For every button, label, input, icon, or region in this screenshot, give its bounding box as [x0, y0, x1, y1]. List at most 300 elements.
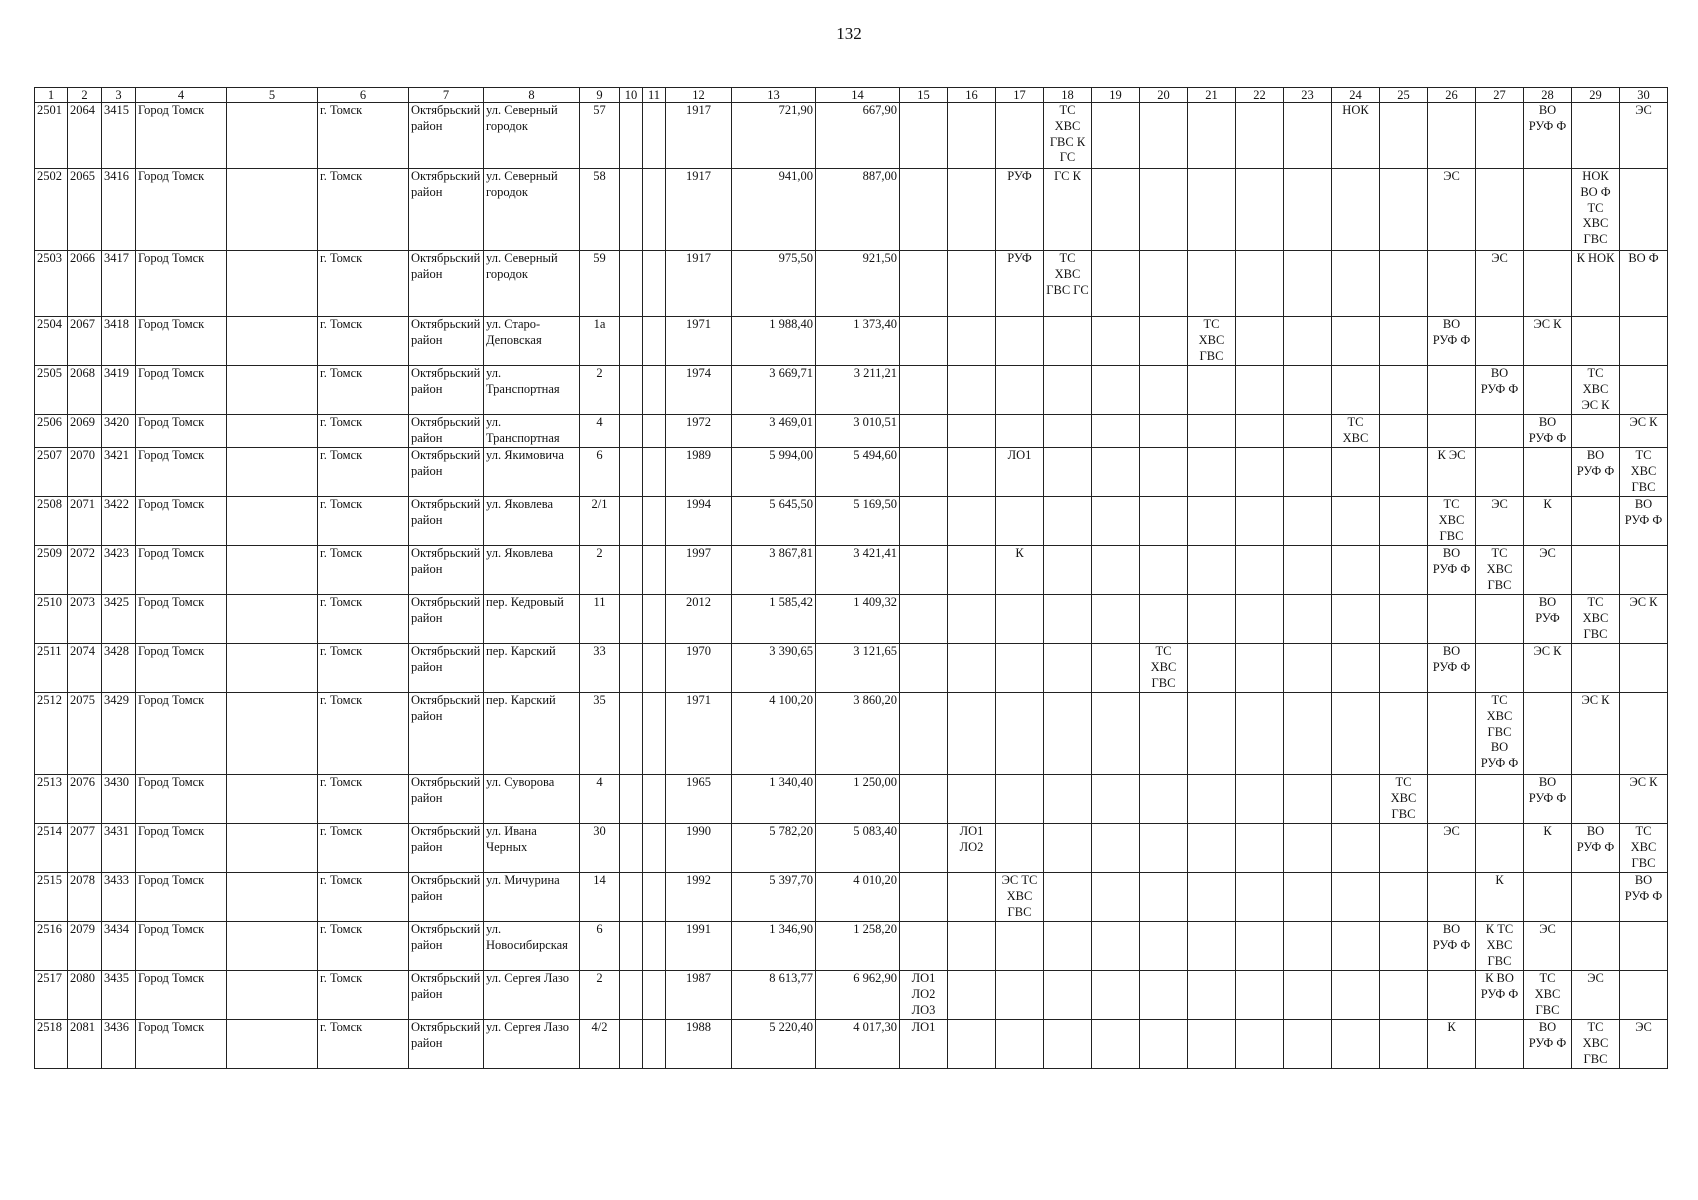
table-cell: [1476, 824, 1524, 873]
table-cell: [227, 103, 318, 169]
table-cell: ЭС: [1524, 546, 1572, 595]
table-cell: [1380, 824, 1428, 873]
table-row: [35, 873, 1668, 922]
table-cell: 3 860,20: [816, 693, 900, 775]
table-row: [35, 497, 1668, 546]
table-cell: [996, 366, 1044, 415]
table-cell: ЭС: [1620, 103, 1668, 169]
table-cell: Октябрьский район: [409, 971, 484, 1020]
table-cell: [1044, 1020, 1092, 1069]
table-cell: [1284, 775, 1332, 824]
table-cell: 1917: [666, 103, 732, 169]
table-cell: 2513: [35, 775, 68, 824]
table-cell: Октябрьский район: [409, 415, 484, 448]
table-cell: г. Томск: [318, 169, 409, 251]
table-row: [35, 169, 1668, 251]
table-cell: ВО РУФ: [1524, 595, 1572, 644]
table-cell: [1380, 169, 1428, 251]
table-cell: [1380, 595, 1428, 644]
table-cell: Октябрьский район: [409, 644, 484, 693]
table-cell: [1092, 169, 1140, 251]
table-cell: [1524, 366, 1572, 415]
table-cell: 1994: [666, 497, 732, 546]
table-cell: ВО РУФ Ф: [1572, 448, 1620, 497]
column-header: 30: [1620, 88, 1668, 103]
table-cell: [643, 693, 666, 775]
table-cell: г. Томск: [318, 415, 409, 448]
table-cell: [643, 366, 666, 415]
table-cell: Город Томск: [136, 595, 227, 644]
table-cell: [227, 317, 318, 366]
table-cell: Октябрьский район: [409, 317, 484, 366]
table-cell: [620, 971, 643, 1020]
column-header: 10: [620, 88, 643, 103]
table-row: [35, 1020, 1668, 1069]
table-cell: [1428, 693, 1476, 775]
table-cell: [227, 546, 318, 595]
table-cell: ЭС К: [1620, 595, 1668, 644]
table-cell: [1380, 693, 1428, 775]
table-cell: [1092, 644, 1140, 693]
table-cell: 3430: [102, 775, 136, 824]
table-cell: 1 340,40: [732, 775, 816, 824]
table-cell: Октябрьский район: [409, 824, 484, 873]
table-cell: [1236, 595, 1284, 644]
table-cell: [1140, 824, 1188, 873]
table-cell: [1236, 415, 1284, 448]
table-cell: [1140, 873, 1188, 922]
table-cell: Октябрьский район: [409, 103, 484, 169]
table-cell: [1620, 169, 1668, 251]
table-cell: [948, 922, 996, 971]
column-header: 24: [1332, 88, 1380, 103]
table-cell: 3 010,51: [816, 415, 900, 448]
table-cell: ВО РУФ Ф: [1572, 824, 1620, 873]
table-cell: [1572, 497, 1620, 546]
table-cell: ТС ХВС ГВС: [1428, 497, 1476, 546]
table-cell: [1332, 693, 1380, 775]
table-cell: [1476, 415, 1524, 448]
table-cell: [1188, 103, 1236, 169]
table-cell: Октябрьский район: [409, 775, 484, 824]
table-cell: 3 867,81: [732, 546, 816, 595]
table-cell: [948, 448, 996, 497]
table-cell: [643, 595, 666, 644]
table-cell: 3 121,65: [816, 644, 900, 693]
table-cell: [900, 873, 948, 922]
table-cell: 3 421,41: [816, 546, 900, 595]
table-cell: [227, 448, 318, 497]
table-cell: [900, 497, 948, 546]
table-cell: Октябрьский район: [409, 251, 484, 317]
table-cell: [1092, 317, 1140, 366]
table-cell: [1140, 497, 1188, 546]
table-cell: [1572, 873, 1620, 922]
table-cell: [1620, 922, 1668, 971]
table-cell: 2504: [35, 317, 68, 366]
table-cell: 3428: [102, 644, 136, 693]
table-cell: [1188, 448, 1236, 497]
table-cell: [948, 644, 996, 693]
table-cell: [996, 971, 1044, 1020]
table-cell: [996, 595, 1044, 644]
table-cell: 2503: [35, 251, 68, 317]
table-cell: [1092, 873, 1140, 922]
table-cell: 1991: [666, 922, 732, 971]
table-cell: [1380, 497, 1428, 546]
table-cell: 14: [580, 873, 620, 922]
page-number: 132: [836, 24, 862, 43]
table-cell: 33: [580, 644, 620, 693]
table-cell: [620, 546, 643, 595]
table-cell: 2068: [68, 366, 102, 415]
table-cell: [996, 1020, 1044, 1069]
table-cell: [643, 169, 666, 251]
table-cell: 1 250,00: [816, 775, 900, 824]
table-cell: ТС ХВС ГВС: [1140, 644, 1188, 693]
table-cell: 941,00: [732, 169, 816, 251]
table-cell: 975,50: [732, 251, 816, 317]
table-cell: [227, 824, 318, 873]
table-cell: [1620, 546, 1668, 595]
table-cell: [1092, 251, 1140, 317]
table-cell: [1140, 169, 1188, 251]
column-header: 2: [68, 88, 102, 103]
table-cell: [1284, 317, 1332, 366]
table-cell: 5 397,70: [732, 873, 816, 922]
table-cell: ТС ХВС ГВС: [1188, 317, 1236, 366]
table-cell: 5 083,40: [816, 824, 900, 873]
table-cell: [620, 448, 643, 497]
column-header: 14: [816, 88, 900, 103]
table-cell: [1236, 448, 1284, 497]
table-cell: [1428, 873, 1476, 922]
table-cell: [1332, 595, 1380, 644]
table-cell: [620, 415, 643, 448]
table-cell: ул. Яковлева: [484, 546, 580, 595]
table-cell: ТС ХВС ГВС ГС: [1044, 251, 1092, 317]
table-cell: [1236, 693, 1284, 775]
table-cell: [900, 366, 948, 415]
table-cell: НОК: [1332, 103, 1380, 169]
table-cell: ТС ХВС ГВС: [1572, 595, 1620, 644]
table-cell: [1380, 366, 1428, 415]
table-cell: [643, 251, 666, 317]
table-cell: 4/2: [580, 1020, 620, 1069]
table-cell: 2070: [68, 448, 102, 497]
table-cell: г. Томск: [318, 775, 409, 824]
table-cell: [1476, 448, 1524, 497]
table-cell: ул. Сергея Лазо: [484, 971, 580, 1020]
table-cell: [1572, 775, 1620, 824]
table-cell: ул. Мичурина: [484, 873, 580, 922]
table-row: [35, 366, 1668, 415]
table-cell: 2514: [35, 824, 68, 873]
table-cell: Октябрьский район: [409, 497, 484, 546]
table-cell: 2506: [35, 415, 68, 448]
table-cell: [643, 415, 666, 448]
table-cell: [1380, 546, 1428, 595]
table-cell: [1092, 971, 1140, 1020]
table-cell: 4 017,30: [816, 1020, 900, 1069]
column-header: 9: [580, 88, 620, 103]
table-cell: 59: [580, 251, 620, 317]
table-cell: г. Томск: [318, 873, 409, 922]
table-cell: [643, 824, 666, 873]
table-cell: 3425: [102, 595, 136, 644]
table-cell: [620, 251, 643, 317]
table-cell: 2077: [68, 824, 102, 873]
table-cell: К ВО РУФ Ф: [1476, 971, 1524, 1020]
table-cell: 2076: [68, 775, 102, 824]
table-cell: [643, 546, 666, 595]
column-header: 1: [35, 88, 68, 103]
column-header: 15: [900, 88, 948, 103]
table-cell: 1989: [666, 448, 732, 497]
table-cell: ТС ХВС ЭС К: [1572, 366, 1620, 415]
table-cell: [1092, 693, 1140, 775]
table-cell: 887,00: [816, 169, 900, 251]
table-cell: К ЭС: [1428, 448, 1476, 497]
table-cell: [1044, 824, 1092, 873]
table-cell: [1236, 317, 1284, 366]
table-cell: [1380, 971, 1428, 1020]
table-cell: 1971: [666, 693, 732, 775]
table-cell: 6: [580, 448, 620, 497]
table-cell: [1332, 317, 1380, 366]
table-row: [35, 595, 1668, 644]
table-cell: [1188, 169, 1236, 251]
table-cell: [1620, 693, 1668, 775]
table-cell: 3422: [102, 497, 136, 546]
table-cell: [227, 366, 318, 415]
table-body: [35, 103, 1668, 1069]
table-cell: ул. Ивана Черных: [484, 824, 580, 873]
table-cell: Октябрьский район: [409, 693, 484, 775]
table-cell: [643, 1020, 666, 1069]
table-cell: Город Томск: [136, 366, 227, 415]
table-cell: [1284, 415, 1332, 448]
table-cell: ЭС К: [1524, 317, 1572, 366]
table-cell: [227, 595, 318, 644]
table-cell: 1988: [666, 1020, 732, 1069]
table-row: [35, 448, 1668, 497]
table-cell: К НОК: [1572, 251, 1620, 317]
table-cell: [1236, 644, 1284, 693]
table-cell: ЭС: [1428, 169, 1476, 251]
table-cell: [996, 317, 1044, 366]
table-cell: [900, 644, 948, 693]
table-cell: [1476, 317, 1524, 366]
table-cell: [1284, 169, 1332, 251]
table-cell: [1572, 415, 1620, 448]
table-cell: 1917: [666, 169, 732, 251]
table-cell: ВО РУФ Ф: [1620, 497, 1668, 546]
table-cell: ЛО1: [900, 1020, 948, 1069]
table-cell: 35: [580, 693, 620, 775]
table-cell: [1236, 103, 1284, 169]
table-cell: 2: [580, 971, 620, 1020]
table-cell: Октябрьский район: [409, 873, 484, 922]
table-cell: 58: [580, 169, 620, 251]
table-cell: г. Томск: [318, 251, 409, 317]
table-cell: [1236, 824, 1284, 873]
table-cell: 1 585,42: [732, 595, 816, 644]
table-cell: пер. Карский: [484, 644, 580, 693]
table-cell: [1380, 922, 1428, 971]
table-cell: 3416: [102, 169, 136, 251]
table-cell: [1476, 775, 1524, 824]
table-row: [35, 775, 1668, 824]
table-cell: [643, 775, 666, 824]
table-cell: [1188, 824, 1236, 873]
table-cell: [1428, 366, 1476, 415]
table-cell: [1044, 693, 1092, 775]
column-header: 8: [484, 88, 580, 103]
column-header: 23: [1284, 88, 1332, 103]
table-cell: Город Томск: [136, 775, 227, 824]
table-cell: [1188, 971, 1236, 1020]
table-cell: 2516: [35, 922, 68, 971]
column-header: 11: [643, 88, 666, 103]
table-cell: ВО РУФ Ф: [1524, 775, 1572, 824]
table-cell: [620, 595, 643, 644]
table-cell: 2072: [68, 546, 102, 595]
table-cell: [1284, 366, 1332, 415]
table-cell: 1971: [666, 317, 732, 366]
table-cell: 3433: [102, 873, 136, 922]
table-row: [35, 103, 1668, 169]
table-cell: 3421: [102, 448, 136, 497]
column-header: 3: [102, 88, 136, 103]
table-cell: К: [1524, 824, 1572, 873]
table-cell: [1044, 415, 1092, 448]
table-cell: ЭС: [1476, 251, 1524, 317]
table-cell: [900, 415, 948, 448]
table-cell: 4: [580, 415, 620, 448]
table-cell: [1524, 873, 1572, 922]
table-cell: [1332, 873, 1380, 922]
table-cell: [1428, 971, 1476, 1020]
table-cell: 2065: [68, 169, 102, 251]
table-cell: [1284, 251, 1332, 317]
table-cell: [1092, 415, 1140, 448]
table-cell: 2075: [68, 693, 102, 775]
table-cell: НОК ВО Ф ТС ХВС ГВС: [1572, 169, 1620, 251]
table-cell: [948, 1020, 996, 1069]
table-cell: 2508: [35, 497, 68, 546]
table-row: [35, 971, 1668, 1020]
table-cell: [227, 415, 318, 448]
table-cell: Город Томск: [136, 415, 227, 448]
table-cell: Город Томск: [136, 644, 227, 693]
column-header: 26: [1428, 88, 1476, 103]
table-cell: Город Томск: [136, 922, 227, 971]
table-cell: [1332, 644, 1380, 693]
table-cell: [1188, 775, 1236, 824]
table-cell: [1236, 366, 1284, 415]
table-cell: [227, 693, 318, 775]
table-cell: [900, 595, 948, 644]
table-cell: 1997: [666, 546, 732, 595]
table-cell: [1380, 317, 1428, 366]
table-cell: 721,90: [732, 103, 816, 169]
table-cell: [1140, 366, 1188, 415]
table-cell: [620, 873, 643, 922]
table-cell: [948, 546, 996, 595]
table-cell: К ТС ХВС ГВС: [1476, 922, 1524, 971]
table-cell: Октябрьский район: [409, 448, 484, 497]
table-cell: [1428, 103, 1476, 169]
table-cell: ул. Сергея Лазо: [484, 1020, 580, 1069]
table-cell: 2501: [35, 103, 68, 169]
table-cell: 5 782,20: [732, 824, 816, 873]
table-cell: [948, 873, 996, 922]
table-cell: 6: [580, 922, 620, 971]
table-cell: ЭС: [1476, 497, 1524, 546]
table-cell: [900, 448, 948, 497]
column-header: 16: [948, 88, 996, 103]
table-cell: ул. Северный городок: [484, 251, 580, 317]
table-cell: ВО Ф: [1620, 251, 1668, 317]
table-cell: [1140, 922, 1188, 971]
table-cell: [1044, 595, 1092, 644]
table-cell: [1236, 873, 1284, 922]
table-cell: [1140, 448, 1188, 497]
register-table: [34, 87, 1668, 1069]
table-cell: ВО РУФ Ф: [1428, 922, 1476, 971]
table-cell: [1284, 971, 1332, 1020]
table-cell: [1380, 251, 1428, 317]
table-cell: 11: [580, 595, 620, 644]
table-cell: [1380, 644, 1428, 693]
table-cell: [1236, 971, 1284, 1020]
table-cell: [1524, 169, 1572, 251]
table-cell: [620, 366, 643, 415]
table-cell: ВО РУФ Ф: [1524, 415, 1572, 448]
table-cell: [620, 824, 643, 873]
table-cell: 2507: [35, 448, 68, 497]
table-cell: [1092, 103, 1140, 169]
table-cell: [1572, 546, 1620, 595]
table-cell: 2502: [35, 169, 68, 251]
column-header: 5: [227, 88, 318, 103]
table-cell: Город Томск: [136, 169, 227, 251]
table-cell: 5 494,60: [816, 448, 900, 497]
table-cell: [948, 497, 996, 546]
table-cell: [1188, 366, 1236, 415]
table-cell: 2080: [68, 971, 102, 1020]
table-cell: Город Томск: [136, 317, 227, 366]
table-cell: [620, 644, 643, 693]
table-cell: [643, 103, 666, 169]
table-cell: Октябрьский район: [409, 169, 484, 251]
table-cell: [227, 922, 318, 971]
table-cell: 1974: [666, 366, 732, 415]
table-cell: 2511: [35, 644, 68, 693]
table-cell: [1236, 251, 1284, 317]
table-cell: 2012: [666, 595, 732, 644]
table-cell: [1236, 922, 1284, 971]
table-cell: 5 994,00: [732, 448, 816, 497]
table-cell: ВО РУФ Ф: [1428, 546, 1476, 595]
table-cell: Октябрьский район: [409, 595, 484, 644]
table-cell: ул. Яковлева: [484, 497, 580, 546]
table-cell: [1284, 873, 1332, 922]
table-cell: [1092, 922, 1140, 971]
table-cell: [1476, 169, 1524, 251]
table-cell: г. Томск: [318, 497, 409, 546]
